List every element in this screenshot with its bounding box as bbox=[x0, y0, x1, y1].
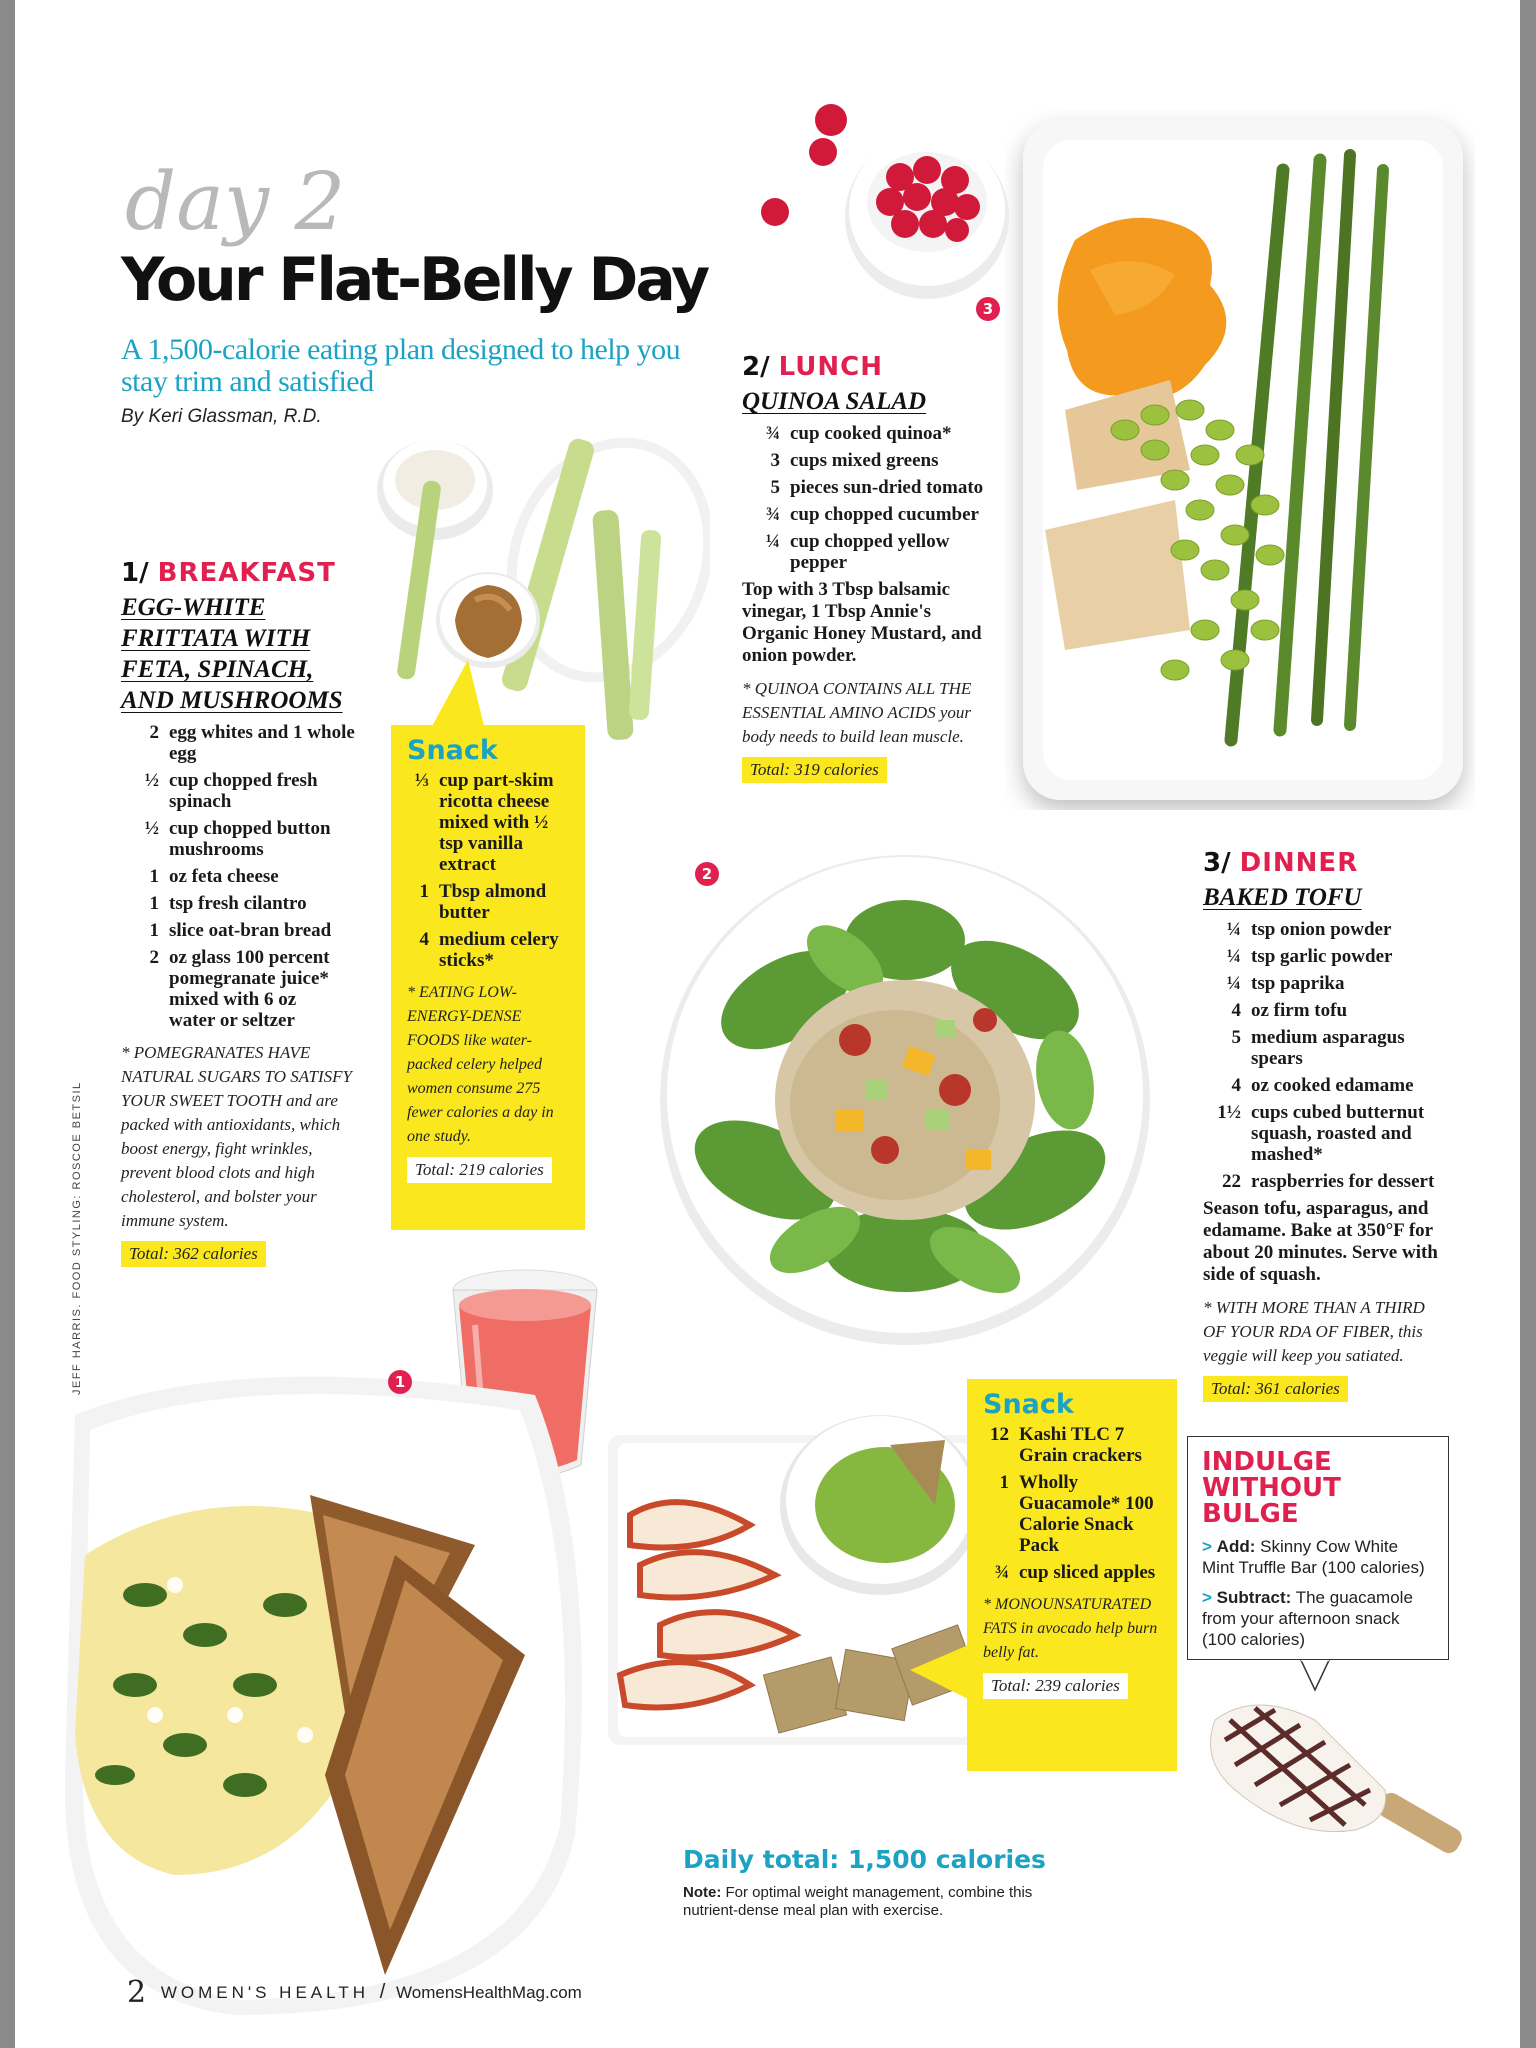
quinoa-salad-image bbox=[655, 850, 1155, 1390]
ingredient-item bbox=[121, 770, 361, 812]
dinner-dish: BAKED TOFU bbox=[1203, 884, 1362, 911]
ingredient-item bbox=[121, 947, 361, 1031]
ingredient-item bbox=[1203, 1171, 1448, 1192]
ingredient-text: tsp paprika bbox=[1251, 973, 1345, 994]
snack1-title: Snack bbox=[407, 735, 498, 766]
indulge-title: INDULGE WITHOUT BULGE bbox=[1202, 1447, 1341, 1529]
ingredient-item bbox=[1203, 1075, 1448, 1096]
chevron-right-icon: > bbox=[1202, 1588, 1212, 1607]
ingredient-qty: 2 bbox=[149, 722, 159, 743]
ingredient-text: oz feta cheese bbox=[169, 866, 279, 887]
breakfast-label: BREAKFAST bbox=[157, 558, 336, 588]
ingredient-item bbox=[742, 450, 1002, 471]
ingredient-item bbox=[121, 722, 361, 764]
ingredient-qty: 4 bbox=[1231, 1000, 1241, 1021]
frittata-plate-image bbox=[55, 1355, 615, 2015]
day-label: day 2 bbox=[125, 155, 346, 248]
ingredient-item bbox=[742, 504, 1002, 525]
dinner-plate-image bbox=[1005, 110, 1475, 810]
dinner-instructions: Season tofu, asparagus, and edamame. Bake at 350°F for about 20 minutes. Serve with side of squash. bbox=[1203, 1198, 1438, 1285]
ingredient-qty: ½ bbox=[144, 770, 159, 791]
dinner-section bbox=[1203, 848, 1448, 1402]
dinner-note: * WITH MORE THAN A THIRD OF YOUR RDA OF FIBER, this veggie will keep you satiated. bbox=[1203, 1298, 1425, 1365]
lunch-label: LUNCH bbox=[778, 352, 884, 382]
breakfast-total: Total: 362 calories bbox=[121, 1241, 266, 1267]
ingredient-text: tsp onion powder bbox=[1251, 919, 1392, 940]
ingredient-qty: 22 bbox=[1222, 1171, 1241, 1192]
page-footer bbox=[127, 1975, 582, 2010]
raspberries-bowl-image bbox=[735, 92, 1035, 322]
ingredient-item bbox=[121, 866, 361, 887]
badge-3: 3 bbox=[976, 297, 1000, 321]
photo-credit: JEFF HARRIS. FOOD STYLING: ROSCOE BETSIL bbox=[71, 1081, 83, 1395]
breakfast-dish: EGG-WHITE FRITTATA WITH FETA, SPINACH, AND MUSHROOMS bbox=[121, 594, 343, 714]
ingredient-text: raspberries for dessert bbox=[1251, 1171, 1435, 1192]
lunch-total: Total: 319 calories bbox=[742, 757, 887, 783]
dinner-total: Total: 361 calories bbox=[1203, 1376, 1348, 1402]
ingredient-item bbox=[742, 423, 1002, 444]
ingredient-qty: 2 bbox=[149, 947, 159, 968]
ingredient-qty: 12 bbox=[990, 1424, 1009, 1445]
ingredient-text: tsp garlic powder bbox=[1251, 946, 1393, 967]
ingredient-text: cup sliced apples bbox=[1019, 1562, 1156, 1583]
ingredient-text: Kashi TLC 7 Grain crackers bbox=[1019, 1424, 1142, 1466]
ingredient-text: cup chopped fresh spinach bbox=[169, 770, 318, 812]
ingredient-item bbox=[1203, 946, 1448, 967]
ingredient-text: egg whites and 1 whole egg bbox=[169, 722, 355, 764]
ingredient-qty: 1½ bbox=[1217, 1102, 1241, 1123]
dinner-heading bbox=[1203, 848, 1448, 878]
ingredient-text: Wholly Guacamole* 100 Calorie Snack Pack bbox=[1019, 1472, 1154, 1556]
ingredient-item bbox=[407, 929, 569, 971]
ingredient-text: oz cooked edamame bbox=[1251, 1075, 1414, 1096]
ingredient-item bbox=[407, 881, 569, 923]
ingredient-qty: 1 bbox=[149, 920, 159, 941]
dinner-label: DINNER bbox=[1239, 848, 1359, 878]
ingredient-item bbox=[983, 1424, 1161, 1466]
dinner-number: 3/ bbox=[1203, 848, 1231, 878]
ingredient-qty: ¾ bbox=[994, 1562, 1009, 1583]
snack1-note: * EATING LOW-ENERGY-DENSE FOODS like water-packed celery helped women consume 275 fewer calories a day in one study. bbox=[407, 984, 554, 1145]
ingredient-text: cup chopped cucumber bbox=[790, 504, 979, 525]
breakfast-section bbox=[121, 558, 361, 1267]
ingredient-qty: ¾ bbox=[765, 423, 780, 444]
ingredient-item bbox=[1203, 919, 1448, 940]
daily-note-text: For optimal weight management, combine this nutrient-dense meal plan with exercise. bbox=[683, 1884, 1033, 1919]
breakfast-ingredients bbox=[121, 722, 361, 1031]
breakfast-number: 1/ bbox=[121, 558, 149, 588]
ingredient-qty: 3 bbox=[770, 450, 780, 471]
ingredient-item bbox=[983, 1472, 1161, 1556]
snack2-total: Total: 239 calories bbox=[983, 1673, 1128, 1699]
ingredient-item bbox=[121, 818, 361, 860]
snack2-title: Snack bbox=[983, 1389, 1074, 1420]
snack1-total: Total: 219 calories bbox=[407, 1157, 552, 1183]
ingredient-qty: ⅓ bbox=[414, 770, 429, 791]
lunch-number: 2/ bbox=[742, 352, 770, 382]
ingredient-qty: ¼ bbox=[1226, 973, 1241, 994]
lunch-instructions: Top with 3 Tbsp balsamic vinegar, 1 Tbsp Annie's Organic Honey Mustard, and onion powder. bbox=[742, 579, 982, 666]
ingredient-item bbox=[1203, 1102, 1448, 1165]
ingredient-text: cups mixed greens bbox=[790, 450, 939, 471]
indulge-add bbox=[1202, 1536, 1434, 1578]
ingredient-qty: ¼ bbox=[765, 531, 780, 552]
badge-2: 2 bbox=[695, 862, 719, 886]
ingredient-qty: ¾ bbox=[765, 504, 780, 525]
ingredient-text: tsp fresh cilantro bbox=[169, 893, 307, 914]
lunch-heading bbox=[742, 352, 1002, 382]
ingredient-qty: 1 bbox=[999, 1472, 1009, 1493]
ingredient-qty: ¼ bbox=[1226, 946, 1241, 967]
ingredient-text: pieces sun-dried tomato bbox=[790, 477, 984, 498]
page-subtitle: A 1,500-calorie eating plan designed to help you stay trim and satisfied bbox=[121, 333, 681, 398]
ingredient-text: cups cubed butternut squash, roasted and mashed* bbox=[1251, 1102, 1425, 1165]
ingredient-item bbox=[121, 893, 361, 914]
dinner-ingredients bbox=[1203, 919, 1448, 1192]
snack1-pointer bbox=[430, 660, 490, 730]
indulge-add-label: Add: bbox=[1216, 1537, 1256, 1556]
indulge-pointer bbox=[1300, 1658, 1340, 1698]
page-title: Your Flat-Belly Day bbox=[121, 245, 708, 315]
page-number: 2 bbox=[127, 1975, 147, 2010]
ingredient-text: slice oat-bran bread bbox=[169, 920, 332, 941]
breakfast-heading bbox=[121, 558, 361, 588]
breakfast-note: * POMEGRANATES HAVE NATURAL SUGARS TO SATISFY YOUR SWEET TOOTH and are packed with antioxidants, which boost energy, fight wrinkles, prevent blood clots and high cholesterol, and bolster your immune system. bbox=[121, 1043, 352, 1230]
ingredient-qty: 4 bbox=[419, 929, 429, 950]
ingredient-text: oz glass 100 percent pomegranate juice* mixed with 6 oz water or seltzer bbox=[169, 947, 330, 1031]
ingredient-qty: 1 bbox=[149, 866, 159, 887]
ingredient-text: medium asparagus spears bbox=[1251, 1027, 1405, 1069]
snack2-box bbox=[967, 1379, 1177, 1771]
daily-note bbox=[683, 1884, 1063, 1920]
indulge-subtract-label: Subtract: bbox=[1216, 1588, 1292, 1607]
daily-total: Daily total: 1,500 calories bbox=[683, 1845, 1046, 1874]
ingredient-qty: 1 bbox=[419, 881, 429, 902]
snack1-ingredients bbox=[407, 770, 569, 971]
ingredient-text: cup chopped yellow pepper bbox=[790, 531, 950, 573]
website-link[interactable]: WomensHealthMag.com bbox=[396, 1983, 582, 2002]
footer-separator: / bbox=[379, 1981, 386, 2003]
ingredient-text: cup chopped button mushrooms bbox=[169, 818, 331, 860]
celery-snack-image bbox=[370, 420, 710, 750]
ingredient-text: Tbsp almond butter bbox=[439, 881, 547, 923]
ingredient-qty: ½ bbox=[144, 818, 159, 839]
magazine-name: WOMEN'S HEALTH bbox=[160, 1983, 369, 2002]
magazine-page bbox=[15, 0, 1520, 2048]
badge-1: 1 bbox=[388, 1370, 412, 1394]
ingredient-item bbox=[742, 531, 1002, 573]
ingredient-item bbox=[407, 770, 569, 875]
ingredient-item bbox=[1203, 1027, 1448, 1069]
ingredient-item bbox=[1203, 973, 1448, 994]
daily-note-label: Note: bbox=[683, 1884, 722, 1901]
snack2-note: * MONOUNSATURATED FATS in avocado help burn belly fat. bbox=[983, 1596, 1158, 1661]
ingredient-item bbox=[742, 477, 1002, 498]
ingredient-qty: 5 bbox=[770, 477, 780, 498]
chevron-right-icon: > bbox=[1202, 1537, 1212, 1556]
lunch-dish: QUINOA SALAD bbox=[742, 388, 927, 415]
indulge-box bbox=[1187, 1436, 1449, 1660]
indulge-subtract bbox=[1202, 1587, 1434, 1650]
byline: By Keri Glassman, R.D. bbox=[121, 406, 322, 427]
ingredient-text: cup cooked quinoa* bbox=[790, 423, 952, 444]
ingredient-text: oz firm tofu bbox=[1251, 1000, 1348, 1021]
snack1-box bbox=[391, 725, 585, 1230]
lunch-ingredients bbox=[742, 423, 1002, 573]
lunch-note: * QUINOA CONTAINS ALL THE ESSENTIAL AMINO ACIDS your body needs to build lean muscle. bbox=[742, 679, 972, 746]
ingredient-qty: 5 bbox=[1231, 1027, 1241, 1048]
ingredient-item bbox=[1203, 1000, 1448, 1021]
ingredient-qty: 4 bbox=[1231, 1075, 1241, 1096]
ingredient-qty: 1 bbox=[149, 893, 159, 914]
snack2-ingredients bbox=[983, 1424, 1161, 1583]
indulge-add-text: Skinny Cow White Mint Truffle Bar (100 calories) bbox=[1202, 1537, 1425, 1577]
ingredient-text: cup part-skim ricotta cheese mixed with ½ tsp vanilla extract bbox=[439, 770, 554, 875]
ingredient-item bbox=[121, 920, 361, 941]
ingredient-item bbox=[983, 1562, 1161, 1583]
lunch-section bbox=[742, 352, 1002, 783]
ice-cream-bar-image bbox=[1195, 1680, 1485, 1890]
ingredient-text: medium celery sticks* bbox=[439, 929, 559, 971]
ingredient-qty: ¼ bbox=[1226, 919, 1241, 940]
indulge-subtract-text: The guacamole from your afternoon snack (100 calories) bbox=[1202, 1588, 1413, 1649]
